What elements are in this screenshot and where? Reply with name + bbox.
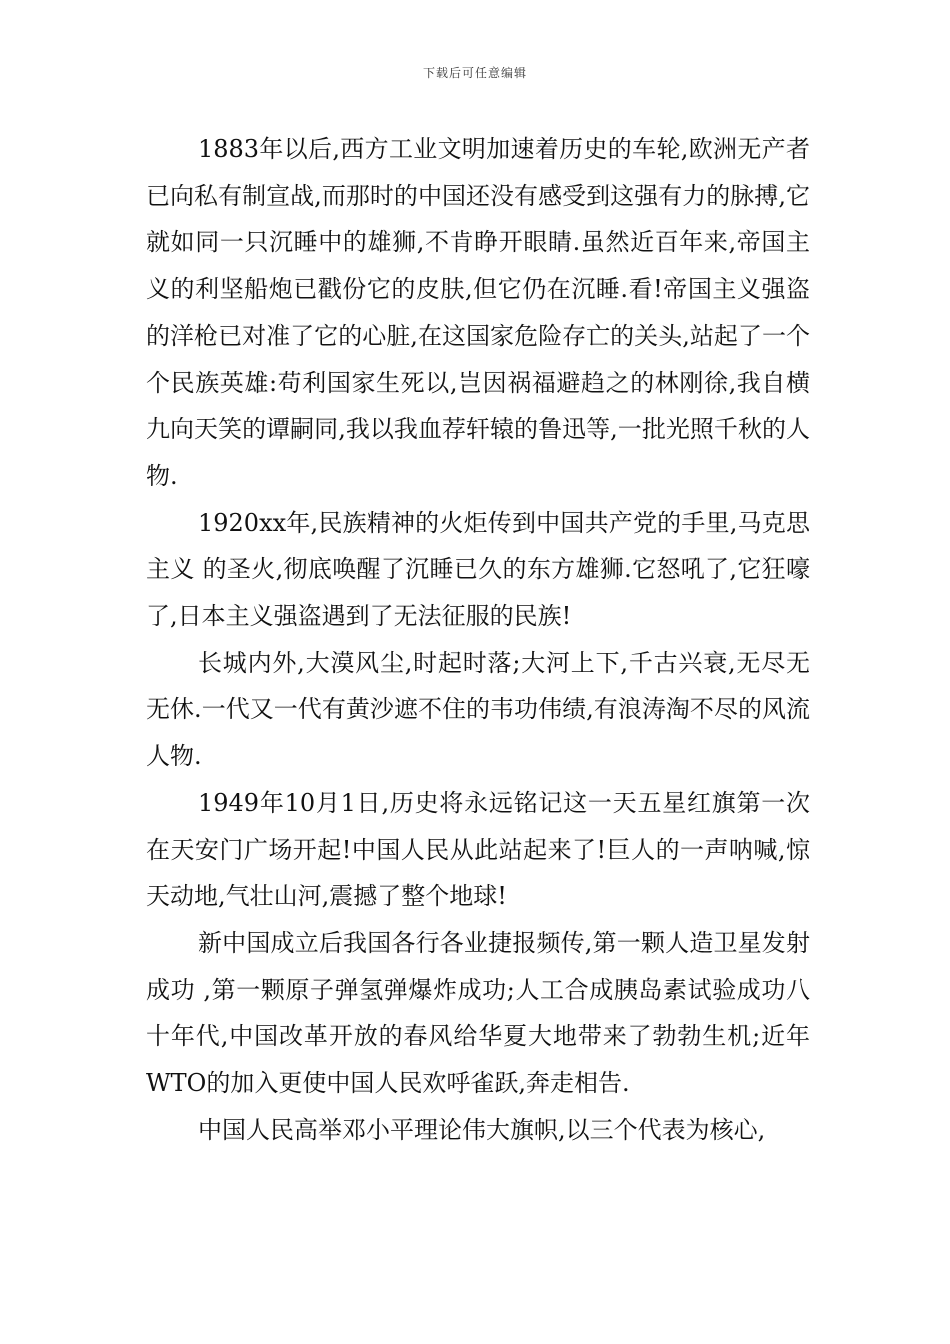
page-header: 下载后可任意编辑 [422,66,527,80]
paragraph-1: 1883年以后,西方工业文明加速着历史的车轮,欧洲无产者已向私有制宣战,而那时的中国还没有感受到这强有力的脉搏,它就如同一只沉睡中的雄狮,不肯睁开眼睛.虽然近百年来,帝国主义的利坚船炮已戳份它的皮肤,但它仍在沉睡.看!帝国主义强盗的洋枪已对准了它的心脏,在这国家危险存亡的关头,站起了一个个民族英雄:苟利国家生死以,岂因祸福避趋之的林刚徐,我自横九向天笑的谭嗣同,我以我血荐轩辕的鲁迅等,一批光照千秋的人物. [146,135,810,490]
paragraph-2: 1920xx年,民族精神的火炬传到中国共产党的手里,马克思主义 的圣火,彻底唤醒了沉睡已久的东方雄狮.它怒吼了,它狂嚎了,日本主义强盗遇到了无法征服的民族! [146,508,810,631]
paragraph-4: 1949年10月1日,历史将永远铭记这一天五星红旗第一次在天安门广场开起!中国人民从此站起来了!巨人的一声呐喊,惊天动地,气壮山河,震撼了整个地球! [146,788,810,911]
paragraph-3: 长城内外,大漠风尘,时起时落;大河上下,千古兴衰,无尽无无休.一代又一代有黄沙遮不住的韦功伟绩,有浪涛淘不尽的风流人物. [146,648,810,771]
paragraph-5: 新中国成立后我国各行各业捷报频传,第一颗人造卫星发射成功 ,第一颗原子弹氢弹爆炸成功;人工合成胰岛素试验成功八十年代,中国改革开放的春风给华夏大地带来了勃勃生机;近年WTO的加入更使中国人民欢呼雀跃,奔走相告. [146,928,810,1098]
paragraph-6: 中国人民高举邓小平理论伟大旗帜,以三个代表为核心, [198,1115,766,1144]
document-body [146,126,810,1153]
